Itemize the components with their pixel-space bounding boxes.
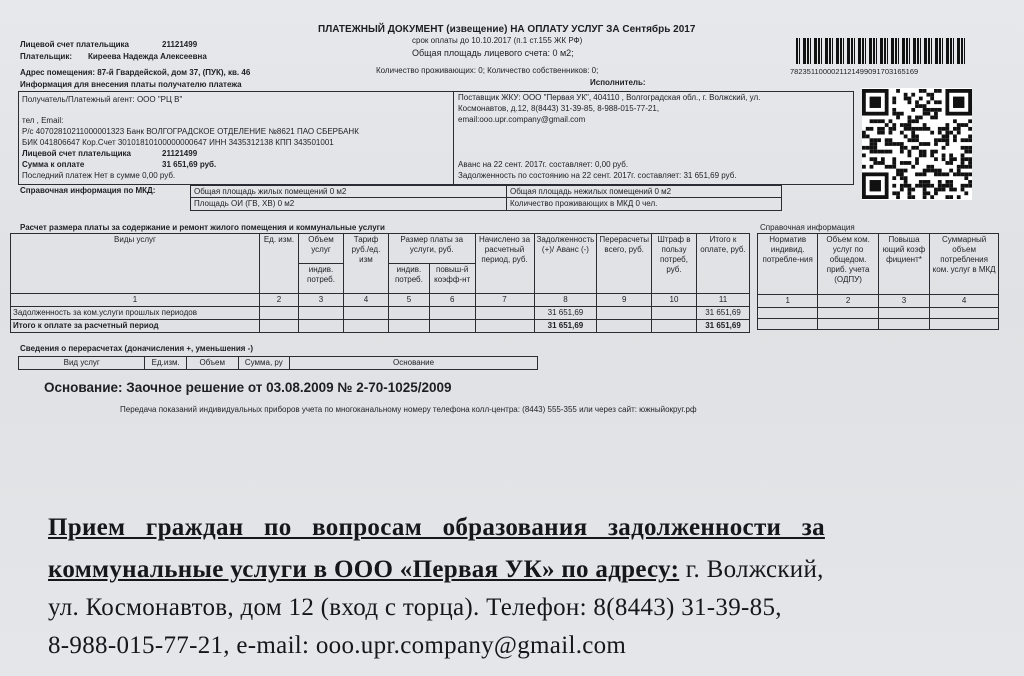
payee-agent: Получатель/Платежный агент: ООО "РЦ В" <box>22 95 183 104</box>
col-volume-sub: индив. потреб. <box>299 264 344 294</box>
ref-norm: Норматив индивид. потребле-ния <box>758 234 818 295</box>
sum-label: Сумма к оплате <box>22 160 85 169</box>
mkd-label: Справочная информация по МКД: <box>20 186 156 195</box>
bank-details: Р/с 40702810211000001323 Банк ВОЛГОГРАДСКОЕ ОТДЕЛЕНИЕ №8621 ПАО СБЕРБАНК <box>22 127 359 136</box>
notice-line-2: коммунальные услуги в ООО «Первая УК» по адресу: г. Волжский, <box>48 556 824 583</box>
mkd-common-area: Площадь ОИ (ГВ, ХВ) 0 м2 <box>194 199 295 208</box>
col-volume: Объем услуг <box>299 234 344 264</box>
provider-line-2: Космонавтов, д.12, 8(8443) 31-39-85, 8-988-015-77-21, <box>458 104 660 113</box>
col-fine: Штраф в пользу потреб, руб. <box>652 234 697 294</box>
account-number: 21121499 <box>162 40 198 49</box>
barcode <box>796 38 966 64</box>
basis-text: Основание: Заочное решение от 03.08.2009 № 2-70-1025/2009 <box>44 380 452 395</box>
col-charged: Начислено за расчетный период, руб. <box>475 234 534 294</box>
recalc-table: Вид услуг Ед.изм. Объем Сумма, ру Основание <box>18 356 538 370</box>
account-label: Лицевой счет плательщика <box>20 40 129 49</box>
ref-odpu: Объем ком. услуг по общедом. приб. учета (ОДПУ) <box>818 234 878 295</box>
col-total: Итого к оплате, руб. <box>697 234 750 294</box>
due-date: срок оплаты до 10.10.2017 (п.1 ст.155 ЖК РФ) <box>412 36 583 45</box>
col-recalc: Перерасчеты всего, руб. <box>597 234 652 294</box>
payee-contact: тел , Email: <box>22 116 64 125</box>
notice-line-3: ул. Космонавтов, дом 12 (вход с торца). Телефон: 8(8443) 31-39-85, <box>48 594 782 621</box>
property-address: Адрес помещения: 87-й Гвардейской, дом 37, (ПУК), кв. 46 <box>20 68 251 77</box>
col-unit: Ед. изм. <box>260 234 299 294</box>
meters-info: Передача показаний индивидуальных приборов учета по многоканальному номеру телефона колл-центра: (8443) 555-355 или через сайт: южныйокруг.рф <box>120 405 697 414</box>
reference-title: Справочная информация <box>760 223 855 232</box>
barcode-number: 7823511000021121499091703165169 <box>790 67 919 76</box>
provider-email: email:ooo.upr.company@gmail.com <box>458 115 586 124</box>
provider-line-1: Поставщик ЖКУ: ООО "Первая УК", 404110 , Волгоградская обл., г. Волжский, ул. <box>458 93 761 102</box>
col-service: Виды услуг <box>11 234 260 294</box>
payee-account-label: Лицевой счет плательщика <box>22 149 131 158</box>
payee-account-number: 21121499 <box>162 149 198 158</box>
sum-value: 31 651,69 руб. <box>162 160 217 169</box>
qr-code <box>862 88 972 200</box>
advance-info: Аванс на 22 сент. 2017г. составляет: 0,00 руб. <box>458 160 629 169</box>
notice-line-4: 8-988-015-77-21, e-mail: ooo.upr.company@gmail.com <box>48 632 627 659</box>
col-pay-sub-2: повыш-й коэфф-нт <box>429 264 475 294</box>
col-pay-sub-1: индив. потреб. <box>389 264 430 294</box>
debt-info: Задолженность по состоянию на 22 сент. 2017г. составляет: 31 651,69 руб. <box>458 171 737 180</box>
ref-total-volume: Суммарный объем потребления ком. услуг в МКД <box>930 234 999 295</box>
payer-name: Киреева Надежда Алексеевна <box>88 52 207 61</box>
last-payment: Последний платеж Нет в сумме 0,00 руб. <box>22 171 176 180</box>
column-numbers-row: 1 2 3 4 5 6 7 8 9 10 11 <box>11 294 750 307</box>
bank-codes: БИК 041806647 Кор.Счет 30101810100000000647 ИНН 3435312138 КПП 343501001 <box>22 138 334 147</box>
recalc-title: Сведения о перерасчетах (доначисления +, уменьшения -) <box>20 344 253 353</box>
calculation-table <box>10 233 750 333</box>
col-tariff: Тариф руб./ед. изм <box>344 234 389 294</box>
ref-coef: Повыша ющий коэф фициент* <box>878 234 929 295</box>
payer-label: Плательщик: <box>20 52 72 61</box>
mkd-nonliving-area: Общая площадь нежилых помещений 0 м2 <box>510 187 672 196</box>
mkd-living-area: Общая площадь жилых помещений 0 м2 <box>194 187 347 196</box>
residents-count: Количество проживающих: 0; Количество собственников: 0; <box>376 66 599 75</box>
total-row: Итого к оплате за расчетный период 31 651,69 31 651,69 <box>11 320 750 333</box>
document-title: ПЛАТЕЖНЫЙ ДОКУМЕНТ (извещение) НА ОПЛАТУ УСЛУГ ЗА Сентябрь 2017 <box>318 24 696 35</box>
calc-title: Расчет размера платы за содержание и ремонт жилого помещения и коммунальные услуги <box>20 223 385 232</box>
executor-label: Исполнитель: <box>590 78 646 87</box>
col-pay-size: Размер платы за услуги, руб. <box>389 234 476 264</box>
recipient-info-label: Информация для внесения платы получателю платежа <box>20 80 242 89</box>
reference-table: Норматив индивид. потребле-ния Объем ком. услуг по общедом. приб. учета (ОДПУ) Повыша ющий коэф фициент* Суммарный объем потребления ком. услуг в МКД 1 2 3 4 <box>757 233 999 330</box>
col-debt: Задолженность (+)/ Аванс (-) <box>534 234 597 294</box>
debt-row: Задолженность за ком.услуги прошлых периодов 31 651,69 31 651,69 <box>11 307 750 320</box>
mkd-residents: Количество проживающих в МКД 0 чел. <box>510 199 658 208</box>
notice-line-1: Прием граждан по вопросам образования задолженности за <box>48 514 825 541</box>
account-area: Общая площадь лицевого счета: 0 м2; <box>412 48 574 58</box>
